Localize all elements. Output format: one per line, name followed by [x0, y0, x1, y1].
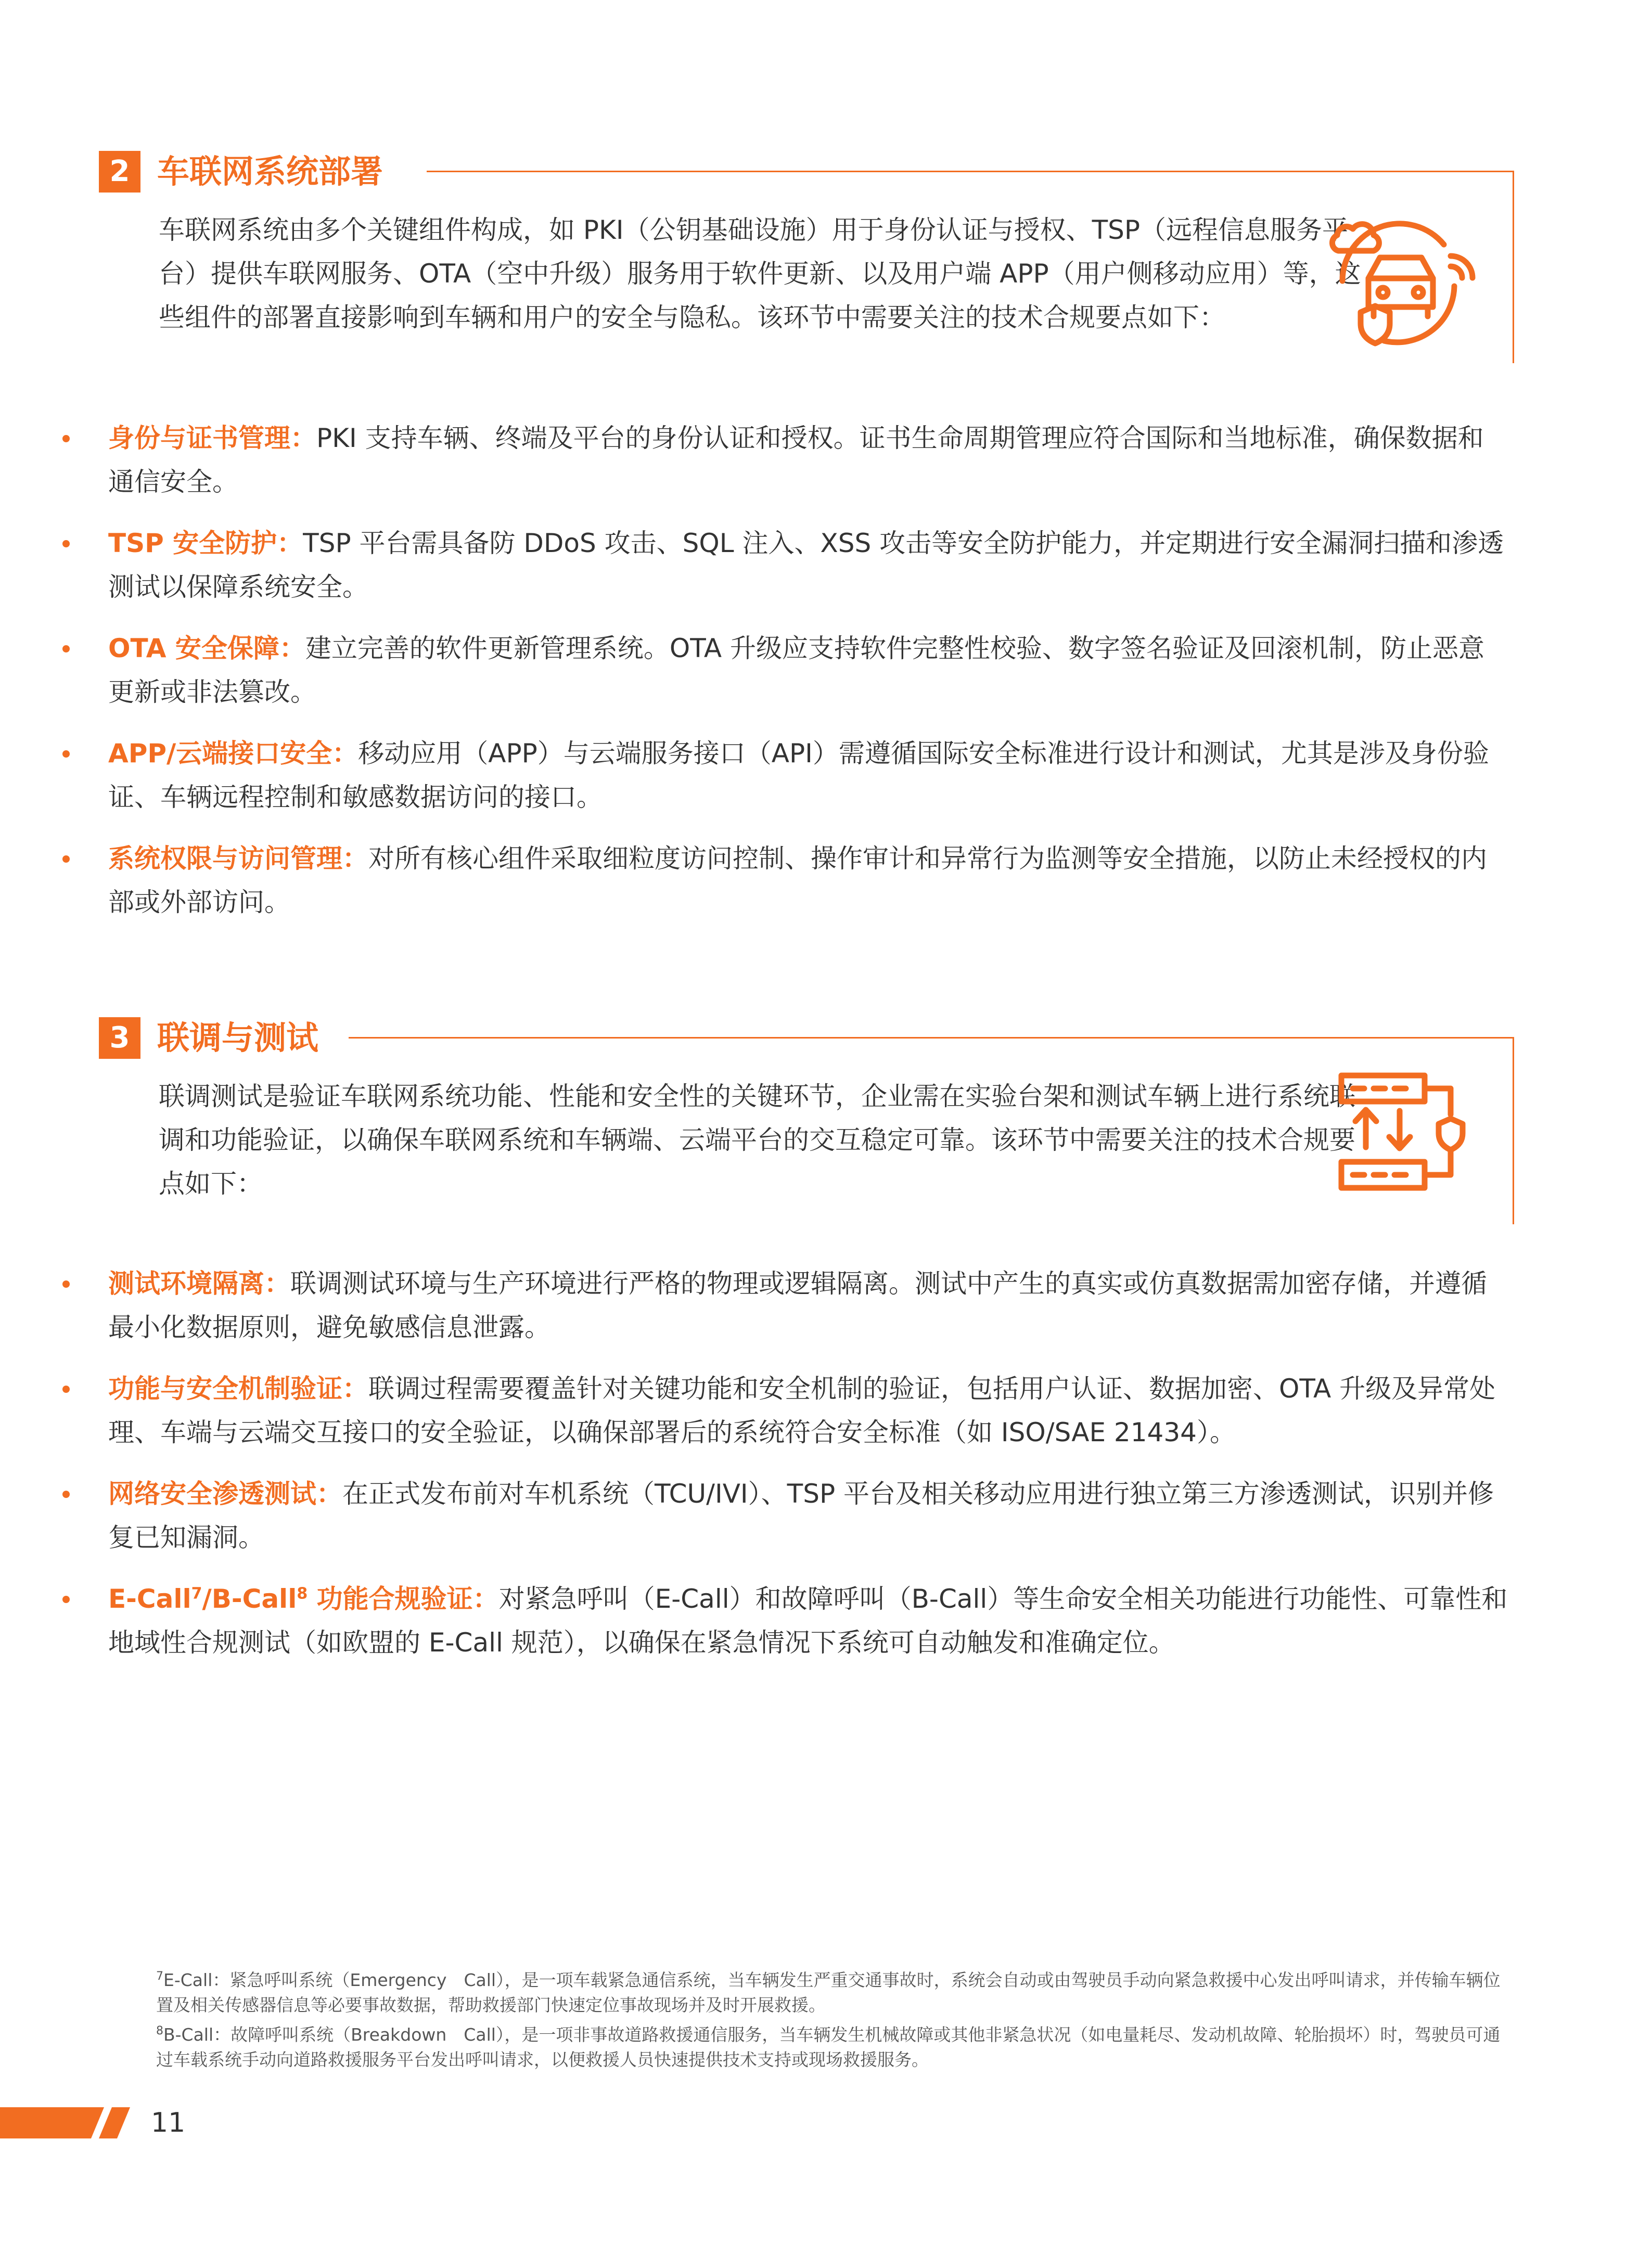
list-item	[62, 837, 1509, 924]
section-vehicle-network-deployment	[99, 151, 1514, 332]
list-item	[62, 732, 1509, 819]
point-label: 功能与安全机制验证：	[108, 1374, 368, 1404]
list-item	[62, 1472, 1509, 1559]
point-text: 建立完善的软件更新管理系统。OTA 升级应支持软件完整性校验、数字签名验证及回滚机制，防止恶意更新或非法篡改。	[108, 633, 1484, 707]
footnote-8	[156, 2019, 1514, 2072]
point-label: APP/云端接口安全：	[108, 738, 358, 768]
point-text: 在正式发布前对车机系统（TCU/IVI）、TSP 平台及相关移动应用进行独立第三方渗透测试，识别并修复已知漏洞。	[108, 1479, 1494, 1553]
section3-points	[62, 1262, 1509, 1682]
point-label: OTA 安全保障：	[108, 633, 305, 663]
section-header	[99, 1017, 1514, 1059]
page-number: 11	[151, 2107, 186, 2138]
footnote-7	[156, 1964, 1514, 2018]
point-label: 测试环境隔离：	[108, 1269, 290, 1299]
section-header	[99, 151, 1514, 193]
section-intro: 车联网系统由多个关键组件构成，如 PKI（公钥基础设施）用于身份认证与授权、TSP（远程信息服务平台）提供车联网服务、OTA（空中升级）服务用于软件更新、以及用户端 APP（用户侧移动应用）等，这些组件的部署直接影响到车辆和用户的安全与隐私。该环节中需要关注的技术合规要点如下：	[159, 215, 1361, 332]
ecall-label: E-Call	[108, 1584, 191, 1614]
section-number: 3	[99, 1017, 140, 1059]
list-item	[62, 1367, 1509, 1454]
point-label: 网络安全渗透测试：	[108, 1479, 342, 1509]
point-label: 身份与证书管理：	[108, 423, 316, 453]
point-label	[108, 1584, 499, 1614]
point-text: PKI 支持车辆、终端及平台的身份认证和授权。证书生命周期管理应符合国际和当地标准，确保数据和通信安全。	[108, 423, 1484, 497]
point-label: TSP 安全防护：	[108, 528, 303, 558]
point-text: 联调测试环境与生产环境进行严格的物理或逻辑隔离。测试中产生的真实或仿真数据需加密存储，并遵循最小化数据原则，避免敏感信息泄露。	[108, 1269, 1487, 1342]
point-text: 联调过程需要覆盖针对关键功能和安全机制的验证，包括用户认证、数据加密、OTA 升级及异常处理、车端与云端交互接口的安全验证，以确保部署后的系统符合安全标准（如 ISO/SAE 21434）。	[108, 1374, 1496, 1447]
connected-car-shield-icon	[1322, 208, 1478, 359]
footnote-ref-7: 7	[191, 1584, 202, 1603]
section2-points	[62, 416, 1509, 942]
point-text: TSP 平台需具备防 DDoS 攻击、SQL 注入、XSS 攻击等安全防护能力，并定期进行安全漏洞扫描和渗透测试以保障系统安全。	[108, 528, 1504, 602]
section-title: 联调与测试	[157, 1019, 319, 1057]
section-intro: 联调测试是验证车联网系统功能、性能和安全性的关键环节，企业需在实验台架和测试车辆上进行系统联调和功能验证，以确保车联网系统和车辆端、云端平台的交互稳定可靠。该环节中需要关注的技术合规要点如下：	[159, 1081, 1355, 1199]
list-item	[62, 416, 1509, 504]
header-rule-vertical	[1513, 1037, 1514, 1224]
bcall-label: /B-Call	[202, 1584, 297, 1614]
point-label: 系统权限与访问管理：	[108, 843, 368, 874]
page-accent-bar	[0, 2107, 130, 2138]
list-item	[62, 1262, 1509, 1349]
footnotes	[156, 1964, 1514, 2073]
section-number: 2	[99, 151, 140, 193]
section-integration-testing	[99, 1017, 1514, 1199]
section-title: 车联网系统部署	[157, 152, 383, 190]
header-rule	[349, 1037, 1514, 1039]
header-rule	[427, 171, 1514, 172]
footnote-ref-8: 8	[297, 1584, 308, 1603]
footnote-text: B-Call：故障呼叫系统（Breakdown Call），是一项非事故道路救援通信服务，当车辆发生机械故障或其他非紧急状况（如电量耗尽、发动机故障、轮胎损坏）时，驾驶员可通过车载系统手动向道路救援服务平台发出呼叫请求，以便救援人员快速提供技术支持或现场救援服务。	[156, 2025, 1501, 2070]
footnote-text: E-Call：紧急呼叫系统（Emergency Call），是一项车载紧急通信系统，当车辆发生严重交通事故时，系统会自动或由驾驶员手动向紧急救援中心发出呼叫请求，并传输车辆位置及相关传感器信息等必要事故数据，帮助救援部门快速定位事故现场并及时开展救援。	[156, 1970, 1501, 2015]
point-text: 对紧急呼叫（E-Call）和故障呼叫（B-Call）等生命安全相关功能进行功能性、可靠性和地域性合规测试（如欧盟的 E-Call 规范），以确保在紧急情况下系统可自动触发和准确定位。	[108, 1584, 1508, 1658]
footnote-mark: 7	[156, 1970, 163, 1983]
list-item	[62, 521, 1509, 609]
header-rule-vertical	[1513, 171, 1514, 363]
list-item	[62, 1577, 1509, 1664]
footnote-mark: 8	[156, 2025, 163, 2038]
integration-test-flow-icon	[1337, 1069, 1472, 1194]
point-text: 移动应用（APP）与云端服务接口（API）需遵循国际安全标准进行设计和测试，尤其是涉及身份验证、车辆远程控制和敏感数据访问的接口。	[108, 738, 1489, 812]
list-item	[62, 626, 1509, 714]
compliance-label: 功能合规验证：	[308, 1584, 499, 1614]
point-text: 对所有核心组件采取细粒度访问控制、操作审计和异常行为监测等安全措施，以防止未经授权的内部或外部访问。	[108, 843, 1487, 917]
